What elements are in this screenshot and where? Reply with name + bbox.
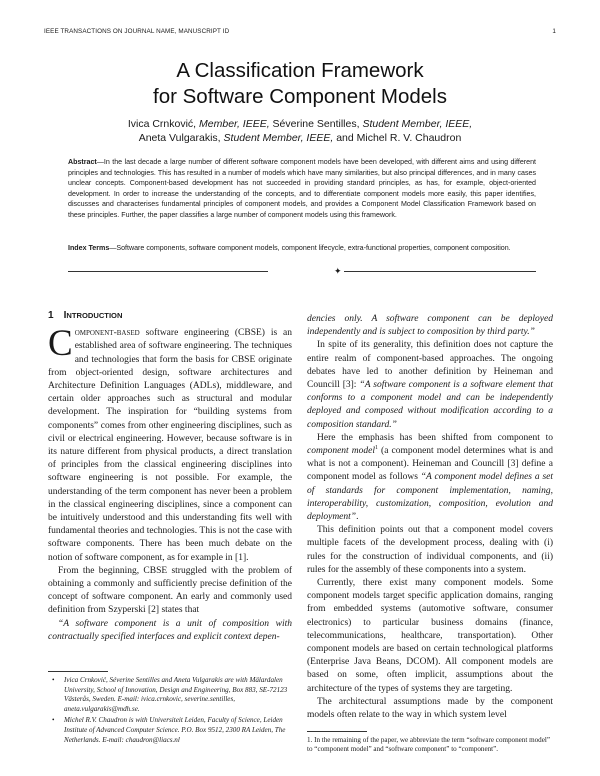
drop-cap: C [48,323,73,365]
title-line-2: for Software Component Models [153,85,447,108]
running-header [44,28,556,35]
divider-line-right [344,271,536,272]
szyperski-quote: “A software component is a unit of composition with contractually specified interfaces and explicit context depen- [48,618,292,642]
paragraph-text: . [356,512,359,523]
left-column [48,309,292,644]
paragraph-text: (a component model determines what is and what is not a component). Heineman and Councill [3] define a component model as follows [307,446,553,483]
intro-smallcaps: omponent-based [74,328,140,339]
affiliation-item [48,716,292,745]
component-model-quote: “A component model defines a set of standards for component implementation, naming, interoperability, customization, composition, evolution and deployment” [307,472,553,523]
index-terms [68,243,536,254]
footnote-rule [307,731,367,732]
emphasis-term: component model [307,446,375,457]
section-number: 1 [48,310,54,321]
journal-name: IEEE TRANSACTIONS ON JOURNAL NAME, MANUSCRIPT ID [44,28,230,35]
paragraph-heineman [307,339,553,431]
section-heading [48,309,292,322]
bullet-icon: • [52,676,55,684]
paragraph-component-model [307,432,553,524]
author-name: Séverine Sentilles, [272,118,360,130]
paragraph-definition: This definition points out that a component model covers multiple facets of the development process, dealing with (i) rules for the construction of individual components, and (ii) rules for the assembly of these components into a system. [307,525,553,575]
heineman-quote: “A software component is a software element that conforms to a component model and can be independently deployed and composed without modification according to a composition standard.” [307,380,553,430]
affiliations [48,676,292,747]
affiliation-text: Ivica Crnković, Séverine Sentilles and Aneta Vulgarakis are with Mälardalen University, School of Innovation, Design and Engineering, Box 883, SE-72123 Västerås, Sweden. E-mail: ivica.crnkovic, severine.sentilles, aneta.vulgarakis@mdh.se. [64,676,288,713]
paragraph-architecture: The architectural assumptions made by the component models often relate to the way in which system level [307,696,553,721]
author-role: Member, IEEE, [199,118,270,130]
abstract-text: —In the last decade a large number of different software component models have been developed, with different aims and using different principles and technologies. This has resulted in a number of models which have many similarities, but also principal differences, and in many cases unclear concepts. Component-based development has not succeeded in providing standard principles, as has, for example, object-oriented development. In order to increase the understanding of the concepts, and to differentiate component models more easily, this paper identifies, discusses and characterises fundamental principles of component models, and provides a Component Model Classification Framework based on these principles. Further, the paper classifies a large number of component models using this framework. [68,158,536,219]
footnote: 1. In the remaining of the paper, we abbreviate the term “software component model” to “component model” and “software component” to “component”. [307,736,550,754]
affiliation-rule [48,671,108,672]
author-role: Student Member, IEEE, [223,132,334,144]
paragraph-text: Here the emphasis has been shifted from component to [317,432,553,443]
paper-title [40,58,560,110]
intro-paragraph-2: From the beginning, CBSE struggled with the problem of obtaining a commonly and sufficiently precise definition of the concept of software component. An early and commonly used definition from Szyperski [2] states that [48,565,292,616]
right-column [307,313,553,722]
index-terms-text: —Software components, software component models, component lifecycle, extra-functional properties, component composition. [109,244,511,252]
author-name: and Michel R. V. Chaudron [336,132,462,144]
title-line-1: A Classification Framework [176,59,424,82]
divider-line-left [68,271,268,272]
section-title-rest: NTRODUCTION [66,311,123,320]
author-role: Student Member, IEEE, [362,118,473,130]
intro-paragraph-1 [48,323,292,565]
intro-text: software engineering (CBSE) is an established area of software engineering. The techniques and technologies that form the basis for CBSE originate from object-oriented design, software architectures and Architecture Definition Languages (ADLs), middleware, and certain older approaches such as structural and modular development. The inspiration for “building systems from components” comes from other engineering disciplines, such as civil or electrical engineering. However, because software is in its nature different from physical products, a direct translation of principles from the classical engineering disciplines into software engineering is not possible. For example, the understanding of the term component has never been a problem in the classical engineering disciplines, since a component can be intuitively understood and this understanding fits well with fundamental theories and technologies. This is not the case with software components. There has been much debate on the notion of software component, as for example in [1]. [48,328,292,563]
affiliation-text: Michel R.V. Chaudron is with Universiteit Leiden, Faculty of Science, Leiden Institute of Advanced Computer Science. P.O. Box 9512, 2300 RA Leiden, The Netherlands. E-mail: chaudron@liacs.nl [64,716,286,744]
bullet-icon: • [52,716,55,725]
authors-line-1 [60,117,540,131]
author-name: Ivica Crnković, [127,118,197,130]
author-list [60,117,540,145]
divider-diamond-icon: ✦ [334,266,342,276]
index-terms-label: Index Terms [68,244,110,252]
author-name: Aneta Vulgarakis, [138,132,221,144]
abstract [68,157,536,221]
authors-line-2 [60,131,540,145]
affiliation-item [48,676,292,714]
paragraph-models: Currently, there exist many component models. Some component models target specific application domains, ranging from embedded systems (automotive software, consumer electronics) to particular business domains (finance, telecommunications, healthcare, transportation). Other component models are based on certain technological platforms (Enterprise Java Beans, DCOM). All component models are based on some, often implicit, assumptions about the architecture of the types of systems they are targeting. [307,578,553,694]
szyperski-quote-cont: dencies only. A software component can be deployed independently and is subject to composition by third party.” [307,314,553,338]
page-number: 1 [552,28,556,35]
abstract-label: Abstract [68,158,97,166]
section-divider [68,266,536,276]
footnote-marker: 1 [374,444,378,451]
section-title-initial: I [63,310,67,321]
paragraph-text: In spite of its generality, this definition does not capture the entire realm of component-based approaches. The ongoing debates have led to another definition by Heineman and Councill [3]: [307,340,553,391]
